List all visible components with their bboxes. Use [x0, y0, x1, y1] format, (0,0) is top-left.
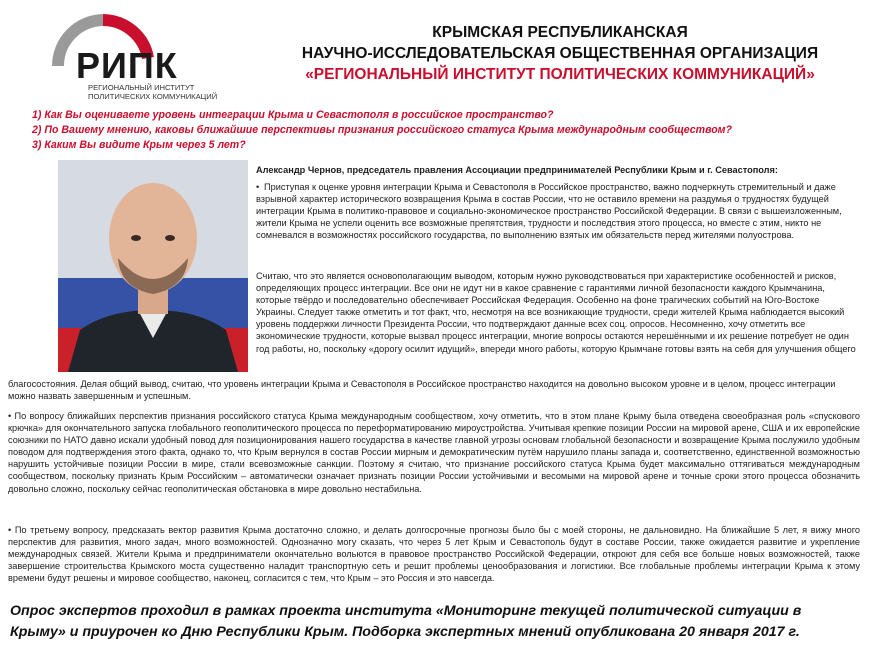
answer-paragraph-1 — [256, 181, 856, 241]
org-line-2: НАУЧНО-ИССЛЕДОВАТЕЛЬСКАЯ ОБЩЕСТВЕННАЯ ОРГАНИЗАЦИЯ — [301, 45, 819, 62]
expert-portrait-icon — [58, 160, 248, 372]
logo-subtitle: РЕГИОНАЛЬНЫЙ ИНСТИТУТ ПОЛИТИЧЕСКИХ КОММУНИКАЦИЙ — [88, 83, 218, 101]
bullet-icon: • — [8, 525, 15, 535]
bullet-icon: • — [256, 182, 260, 192]
org-line-3: «РЕГИОНАЛЬНЫЙ ИНСТИТУТ ПОЛИТИЧЕСКИХ КОММУНИКАЦИЙ» — [305, 66, 815, 83]
answer-4-text: По третьему вопросу, предсказать вектор развития Крыма достаточно сложно, и делать долгосрочные прогнозы было бы с моей стороны, не дальновидно. На ближайшие 5 лет, я вижу много перспектив для развития, много задач, много возможностей. Однозначно могу сказать, что через 5 лет Крым и Севастополь будут в составе России, также ожидается развитие и укрепление международных связей. Жители Крыма и предприниматели окончательно вольются в правовое пространство Российской Федерации, откроют для себя все больше новых возможностей, также завершение строительства Крымского моста существенно наладит транспортную сеть и решит проблемы ценообразования и логистики. Все глобальные проблемы интеграции Крыма к этому времени будут решены и мировое сообщество, наконец, согласится с тем, что Крым – это Россия и это навсегда. — [8, 525, 860, 584]
expert-name: Александр Чернов, председатель правления Ассоциации предпринимателей Республики Крым и г. Севастополя: — [256, 165, 778, 175]
bullet-icon: • — [8, 411, 15, 421]
answer-paragraph-2: Считаю, что это является основополагающим выводом, которым нужно руководствоваться при характеристике особенностей и рисков, определяющих процесс интеграции. Все они не идут ни в какое сравнение с гарантиями личной безопасности каждого Крымчанина, которые твёрдо и последовательно обеспечивает Российская Федерация. Особенно на фоне трагических событий на Юго-Востоке Украины. Следует также отметить и тот факт, что, несмотря на все возникающие трудности, среди жителей Крыма наблюдается высокий уровень поддержки личности Президента России, что подтверждают данные всех соц. опросов. Несомненно, хочу отметить все экономические трудности, которые вызвал процесс интеграции, многие вопросы остаются нерешёнными и их решение потребует не один год работы, но, поскольку «дорогу осилит идущий», впереди много работы, которую Крымчане готовы взять на себя для улучшения общего — [256, 271, 856, 354]
logo-mark: РИПК — [76, 45, 178, 86]
footer-note: Опрос экспертов проходил в рамках проекта института «Мониторинг текущей политической ситуации в Крыму» и приурочен ко Дню Республики Крым. Подборка экспертных мнений опубликована 20 января 2017 г. — [10, 603, 802, 640]
organization-header — [260, 22, 860, 85]
answer-paragraph-3 — [8, 410, 860, 495]
expert-photo — [58, 160, 248, 372]
question-3: 3) Каким Вы видите Крым через 5 лет? — [32, 139, 246, 151]
answer-paragraph-2-tail: благосостояния. Делая общий вывод, считаю, что уровень интеграции Крыма и Севастополя в Российское пространство находится на довольно высоком уровне и в целом, процесс интеграции можно назвать завершенным и успешным. — [8, 379, 836, 402]
org-line-1: КРЫМСКАЯ РЕСПУБЛИКАНСКАЯ — [432, 24, 688, 41]
question-2: 2) По Вашему мнению, каковы ближайшие перспективы признания российского статуса Крыма международным сообществом? — [32, 124, 732, 136]
ripk-logo — [40, 6, 222, 102]
question-1: 1) Как Вы оцениваете уровень интеграции Крыма и Севастополя в российское пространство? — [32, 109, 554, 121]
answer-1-text: Приступая к оценке уровня интеграции Крыма и Севастополя в Российское пространство, важно подчеркнуть стремительный и даже взрывной характер исторического возвращения Крыма в состав России, что не оставило времени на раздумья о трудностях будущей интеграции Крыма в политико-правовое и социально-экономическое пространство Российской Федерации. В связи с вышеизложенным, жители Крыма не успели оценить все возможные препятствия, трудности и последствия этого процесса, но вместе с этим, никто не сомневался в возможностях российского государства, по выполнению взятых им обязательств перед жителями полуострова. — [256, 182, 842, 241]
questions-list — [32, 108, 852, 153]
answer-paragraph-4 — [8, 524, 860, 584]
answer-3-text: По вопросу ближайших перспектив признания российского статуса Крыма международным сообществом, хочу отметить, что в этом плане Крыму была отведена своеобразная роль «спускового крючка» для окончательного запуска глобального геополитического процесса по переформатированию мироустройства. Учитывая крепкие позиции России на мировой арене, США и их европейские союзники по НАТО давно искали удобный повод для позиционирования нашего государства в качестве главной угрозы основам глобальной безопасности и возвращение Крыма послужило удобным поводом для подтверждения этого факта, однако то, что Крым вернулся в состав России мирным и демократическим путём нарушило планы запада и, соответственно, единственной возможностью нарушить устойчивые позиции России в мире, стали всевозможные санкции. Поэтому я считаю, что признание российского статуса Крыма будет максимально оттягиваться международным сообществом, поскольку признать Крым Российским – автоматически означает признать позиции России устойчивыми и весомыми на мировой арене и точные сроки этого процесса обозначить довольно сложно, поскольку сейчас геополитическая обстановка в мире довольно нестабильна. — [8, 411, 860, 494]
